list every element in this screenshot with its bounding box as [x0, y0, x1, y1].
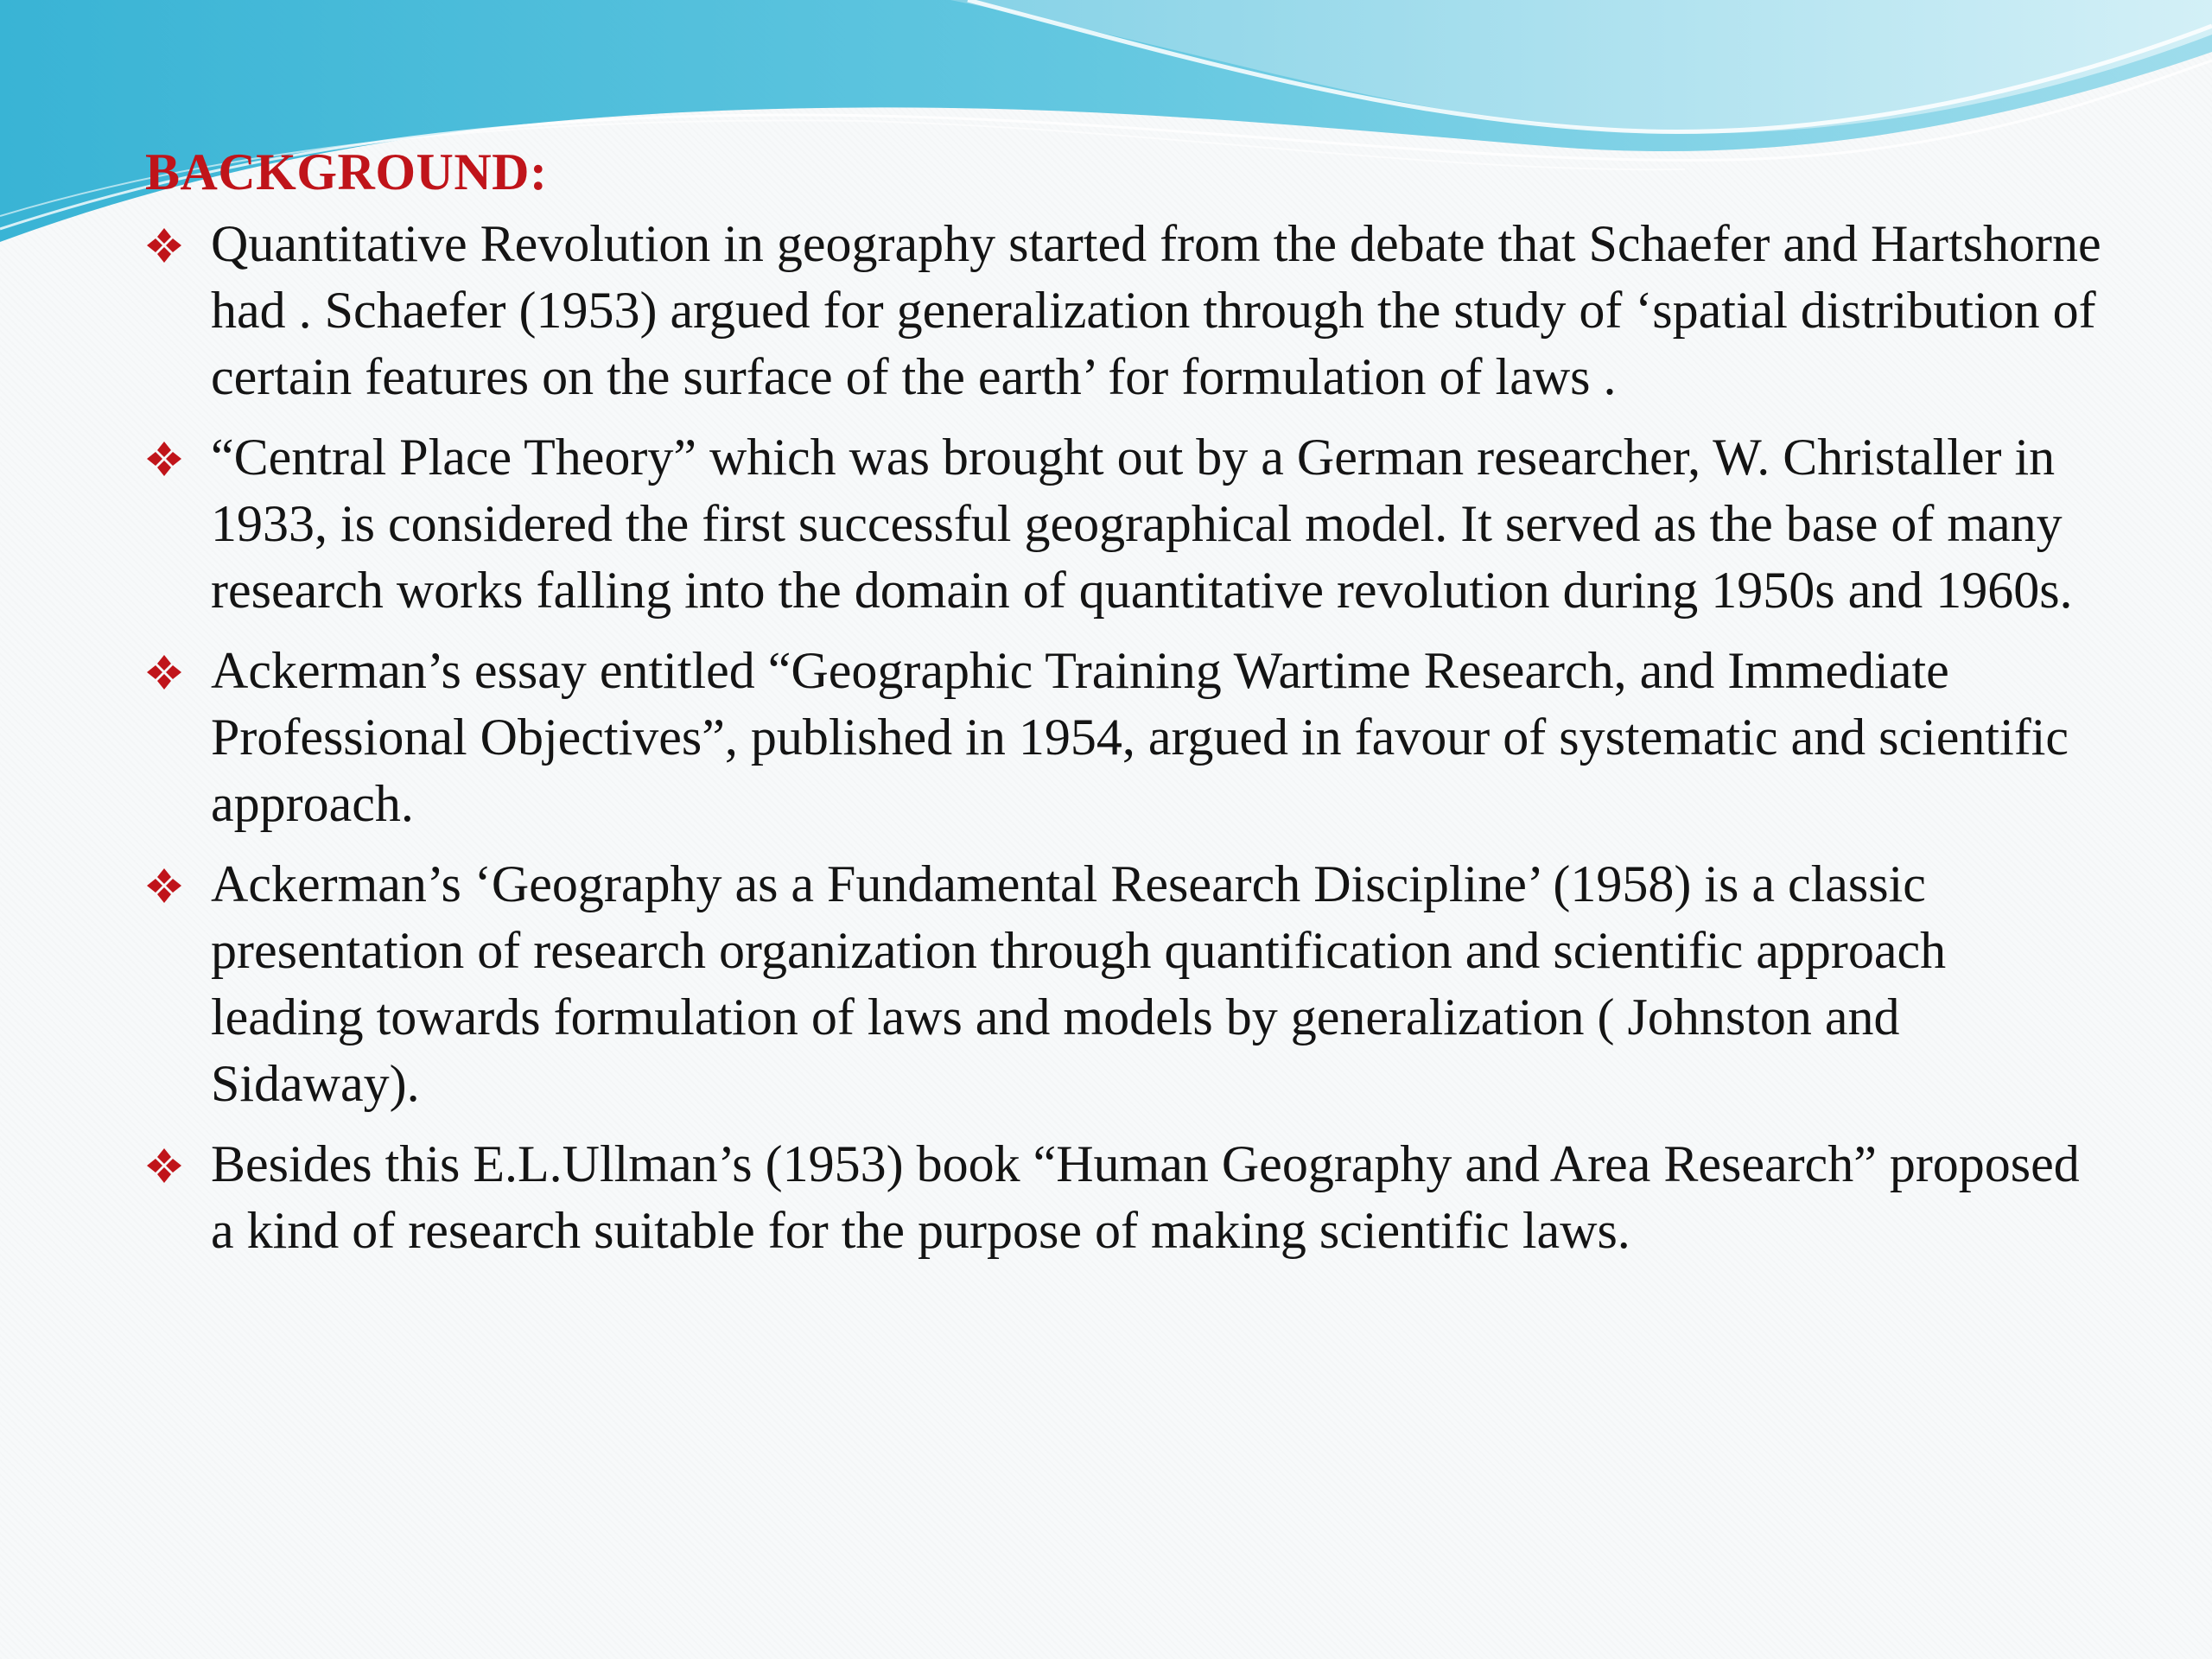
four-diamond-bullet-icon	[145, 226, 183, 264]
slide-heading: BACKGROUND:	[145, 143, 548, 200]
bullet-list	[145, 211, 2107, 1264]
bullet-text: Besides this E.L.Ullman’s (1953) book “Human Geography and Area Research” proposed a kind of research suitable for the purpose of making scientific laws.	[211, 1135, 2080, 1259]
four-diamond-bullet-icon	[145, 653, 183, 691]
bullet-item	[145, 851, 2107, 1117]
slide-content	[145, 138, 2107, 1278]
bullet-text: Ackerman’s essay entitled “Geographic Training Wartime Research, and Immediate Professional Objectives”, published in 1954, argued in favour of systematic and scientific approach.	[211, 642, 2069, 832]
four-diamond-bullet-icon	[145, 867, 183, 905]
bullet-text: Quantitative Revolution in geography started from the debate that Schaefer and Hartshorne had . Schaefer (1953) argued for generalization through the study of ‘spatial distribution of certain features on the surface of the earth’ for formulation of laws .	[211, 215, 2101, 405]
four-diamond-bullet-icon	[145, 1147, 183, 1185]
bullet-text: Ackerman’s ‘Geography as a Fundamental Research Discipline’ (1958) is a classic presentation of research organization through quantification and scientific approach leading towards formulation of laws and models by generalization ( Johnston and Sidaway).	[211, 855, 1947, 1112]
four-diamond-bullet-icon	[145, 440, 183, 478]
bullet-item	[145, 1131, 2107, 1264]
bullet-text: “Central Place Theory” which was brought out by a German researcher, W. Christaller in 1933, is considered the first successful geographical model. It served as the base of many research works falling into the domain of quantitative revolution during 1950s and 1960s.	[211, 429, 2073, 619]
bullet-item	[145, 638, 2107, 837]
bullet-item	[145, 424, 2107, 624]
bullet-item	[145, 211, 2107, 410]
